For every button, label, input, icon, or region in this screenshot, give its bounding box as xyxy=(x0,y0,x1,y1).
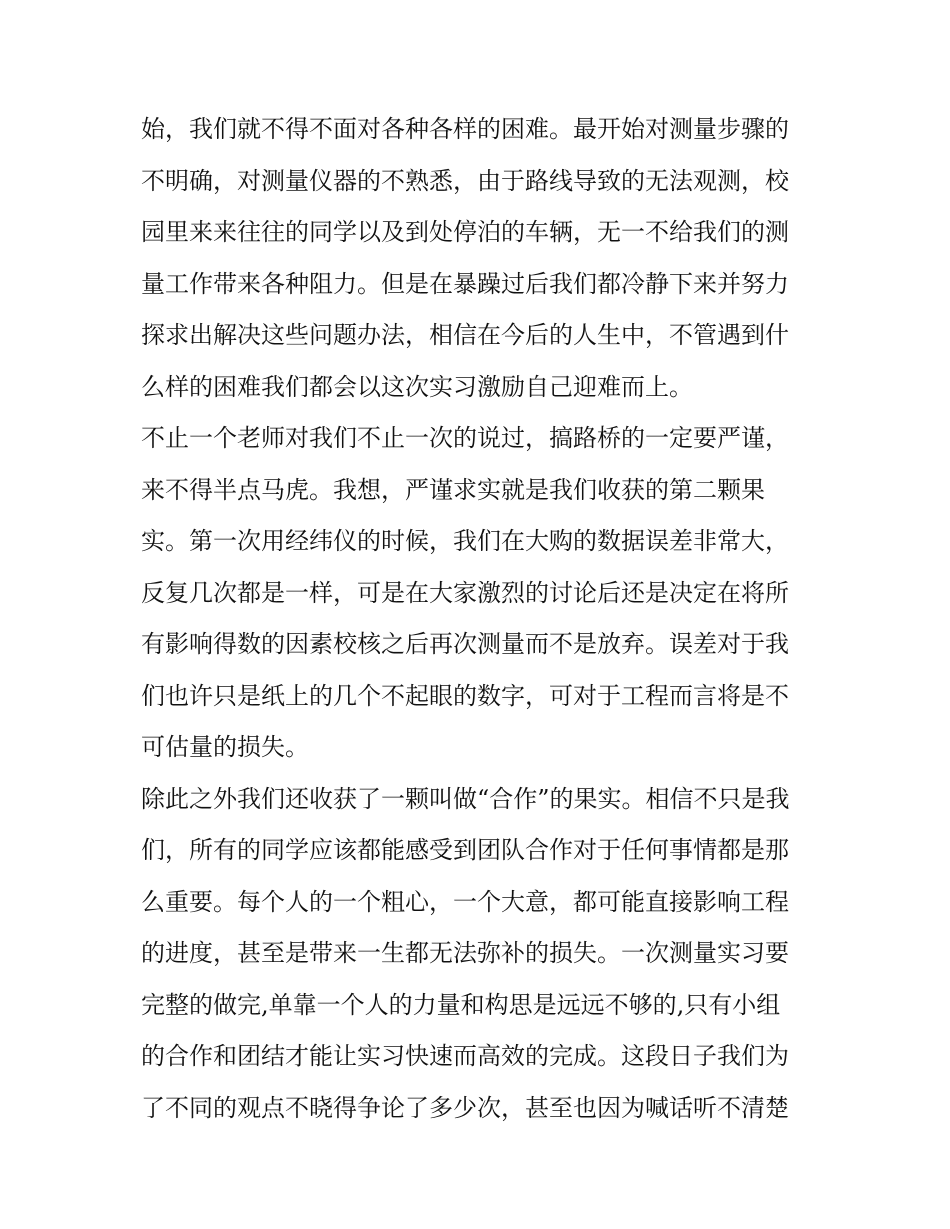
text-line: 们也许只是纸上的几个不起眼的数字，可对于工程而言将是不 xyxy=(141,681,789,710)
text-line: 来不得半点马虎。我想，严谨求实就是我们收获的第二颗果 xyxy=(141,475,765,504)
text-line: 始，我们就不得不面对各种各样的困难。最开始对测量步骤的 xyxy=(141,115,789,143)
text-line: 不明确，对测量仪器的不熟悉，由于路线导致的无法观测，校 xyxy=(141,166,789,195)
text-line: 园里来来往往的同学以及到处停泊的车辆，无一不给我们的测 xyxy=(141,218,789,246)
text-line: 的合作和团结才能让实习快速而高效的完成。这段日子我们为 xyxy=(141,1042,789,1070)
text-line: 么样的困难我们都会以这次实习激励自己迎难而上。 xyxy=(141,372,693,401)
text-line: 反复几次都是一样，可是在大家激烈的讨论后还是决定在将所 xyxy=(141,578,789,607)
text-line: 可估量的损失。 xyxy=(141,733,309,761)
text-line: 探求出解决这些问题办法，相信在今后的人生中，不管遇到什 xyxy=(141,321,789,349)
text-line: 了不同的观点不晓得争论了多少次，甚至也因为喊话听不清楚 xyxy=(141,1093,789,1122)
text-line: 实。第一次用经纬仪的时候，我们在大购的数据误差非常大， xyxy=(141,527,789,555)
text-line: 量工作带来各种阻力。但是在暴躁过后我们都冷静下来并努力 xyxy=(141,269,789,298)
text-line: 有影响得数的因素校核之后再次测量而不是放弃。误差对于我 xyxy=(141,630,789,658)
text-line: 不止一个老师对我们不止一次的说过，搞路桥的一定要严谨， xyxy=(141,424,789,452)
text-line: 么重要。每个人的一个粗心，一个大意，都可能直接影响工程 xyxy=(141,887,789,916)
text-line: 们，所有的同学应该都能感受到团队合作对于任何事情都是那 xyxy=(141,836,789,864)
document-body xyxy=(141,104,821,1134)
text-line: 完整的做完,单靠一个人的力量和构思是远远不够的,只有小组 xyxy=(141,990,781,1019)
text-line: 的进度，甚至是带来一生都无法弥补的损失。一次测量实习要 xyxy=(141,939,789,967)
text-line: 除此之外我们还收获了一颗叫做“合作”的果实。相信不只是我 xyxy=(141,784,790,813)
